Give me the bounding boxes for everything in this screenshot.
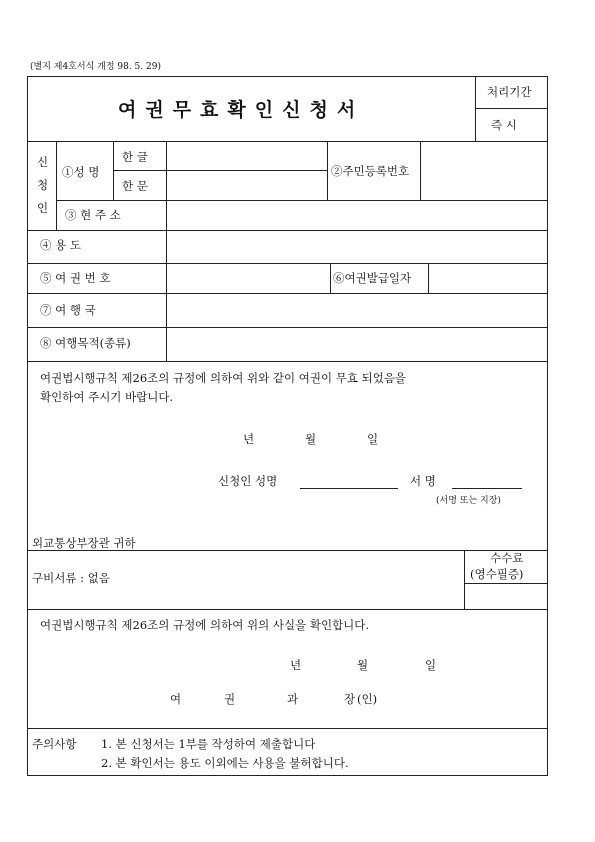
signature-field[interactable] <box>452 488 522 489</box>
applicant-char-2: 청 <box>37 178 49 192</box>
name-hanja-label: 한 문 <box>122 179 148 193</box>
form-title: 여권무효확인신청서 <box>118 99 365 121</box>
official-char-1: 여 <box>170 692 182 706</box>
documents-bottom-line <box>27 609 548 610</box>
destination-label: ⑦ 여 행 국 <box>40 303 96 317</box>
travel-purpose-bottom-line <box>27 361 548 362</box>
official-char-2: 권 <box>224 692 236 706</box>
fee-receipt-note: (영수필증) <box>470 567 524 581</box>
applicant-name-field[interactable] <box>300 488 398 489</box>
note-item-1: 1. 본 신청서는 1부를 작성하여 제출합니다 <box>101 737 316 751</box>
processing-split <box>475 108 548 109</box>
processing-period-label: 처리기간 <box>487 85 532 99</box>
applicant-char-3: 인 <box>37 201 49 215</box>
notes-label: 주의사항 <box>32 737 77 751</box>
applicant-col-line <box>56 141 57 230</box>
confirmation-bottom-line <box>27 728 548 729</box>
name-hangul-label: 한 글 <box>122 150 148 164</box>
name-hanja-field[interactable] <box>167 171 326 199</box>
address-label: ③ 현 주 소 <box>65 208 121 222</box>
issue-left-line <box>330 263 331 293</box>
frame-bottom <box>27 775 548 776</box>
applicant-char-1: 신 <box>37 155 49 169</box>
name-hangul-field[interactable] <box>167 142 326 169</box>
confirmation-date-year: 년 <box>290 658 302 672</box>
purpose-label: ④ 용 도 <box>40 238 82 252</box>
addressee-bottom-line <box>27 550 548 551</box>
passport-number-label: ⑤ 여 권 번 호 <box>40 271 111 285</box>
frame-right <box>547 76 548 776</box>
passport-number-field[interactable] <box>167 264 327 292</box>
application-date-month: 월 <box>305 432 317 446</box>
required-documents: 구비서류 : 없음 <box>32 571 110 585</box>
confirmation-line: 여권법시행규칙 제26조의 규정에 의하여 위의 사실을 확인합니다. <box>40 618 370 632</box>
fee-label: 수수료 <box>490 551 524 565</box>
confirmation-date-month: 월 <box>357 658 369 672</box>
processing-period-value: 즉 시 <box>491 118 517 132</box>
rrn-field[interactable] <box>421 142 547 199</box>
official-char-4: 장 <box>344 692 356 706</box>
destination-field[interactable] <box>167 294 547 326</box>
rrn-left-line <box>327 141 328 200</box>
frame-left <box>27 76 28 776</box>
travel-purpose-field[interactable] <box>167 328 547 360</box>
form-number-note: (별지 제4호서식 개정 98. 5. 29) <box>30 62 161 72</box>
signature-label: 서 명 <box>410 474 436 488</box>
confirmation-date-day: 일 <box>425 658 437 672</box>
statement-line-2: 확인하여 주시기 바랍니다. <box>40 390 174 404</box>
address-field[interactable] <box>167 201 547 229</box>
application-date-year: 년 <box>243 432 255 446</box>
issue-date-label: ⑥여권발급일자 <box>333 271 412 285</box>
name-label: ①성 명 <box>62 165 100 179</box>
travel-purpose-label: ⑧ 여행목적(종류) <box>40 336 131 350</box>
frame-top <box>27 76 548 77</box>
signature-note: (서명 또는 지장) <box>436 496 501 506</box>
statement-line-1: 여권법시행규칙 제26조의 규정에 의하여 위와 같이 여권이 무효 되었음을 <box>40 371 407 385</box>
official-char-3: 과 <box>287 692 299 706</box>
addressee: 외교통상부장관 귀하 <box>32 536 136 550</box>
application-date-day: 일 <box>367 432 379 446</box>
purpose-field[interactable] <box>167 231 547 262</box>
note-item-2: 2. 본 확인서는 용도 이외에는 사용을 불허합니다. <box>101 756 349 770</box>
rrn-label: ②주민등록번호 <box>331 164 410 178</box>
official-seal-mark: (인) <box>357 692 378 706</box>
applicant-name-label: 신청인 성명 <box>218 474 278 488</box>
fee-stamp-box[interactable] <box>465 584 547 608</box>
issue-date-field[interactable] <box>429 264 547 292</box>
